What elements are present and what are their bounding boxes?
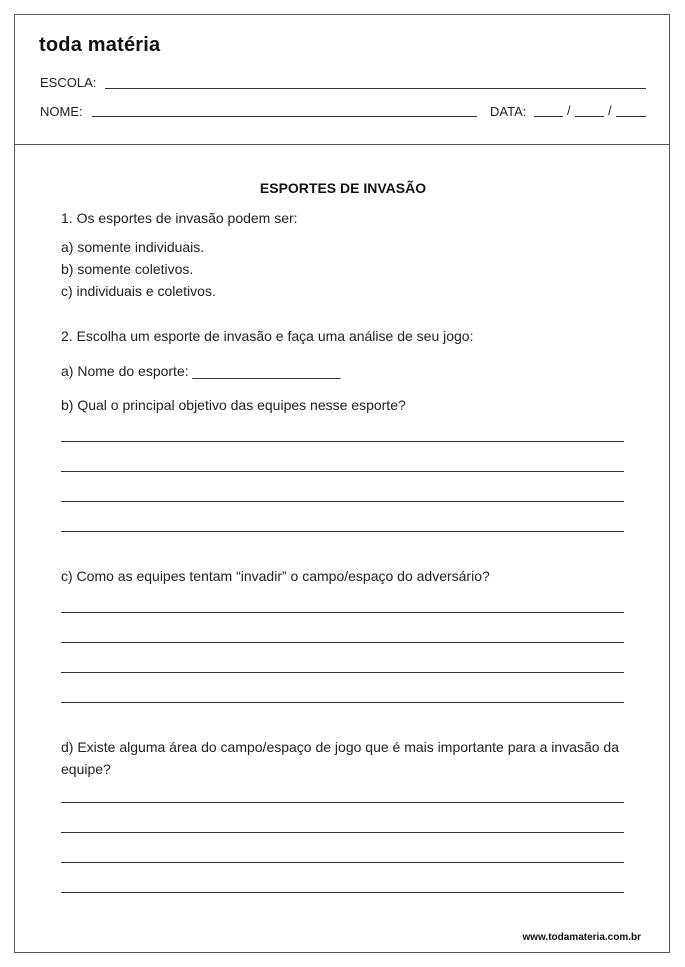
question-2b: b) Qual o principal objetivo das equipes nesse esporte? bbox=[61, 397, 406, 413]
answer-line[interactable] bbox=[61, 702, 624, 703]
date-label: DATA: bbox=[490, 104, 527, 119]
logo: toda matéria bbox=[39, 34, 161, 56]
date-separator: / bbox=[567, 103, 571, 118]
school-field[interactable] bbox=[105, 88, 646, 89]
school-label: ESCOLA: bbox=[40, 75, 97, 90]
footer-url: www.todamateria.com.br bbox=[522, 932, 641, 943]
answer-line[interactable] bbox=[61, 672, 624, 673]
worksheet-page bbox=[14, 14, 670, 953]
question-2d: d) Existe alguma área do campo/espaço de jogo que é mais importante para a invasão da equipe? bbox=[61, 739, 620, 777]
date-year-field[interactable] bbox=[616, 116, 646, 117]
answer-line[interactable] bbox=[61, 832, 624, 833]
answer-line[interactable] bbox=[61, 471, 624, 472]
question-1-option-b: b) somente coletivos. bbox=[61, 261, 194, 277]
question-1-option-a: a) somente individuais. bbox=[61, 239, 205, 255]
answer-line[interactable] bbox=[61, 802, 624, 803]
answer-line[interactable] bbox=[61, 892, 624, 893]
question-1-prompt: 1. Os esportes de invasão podem ser: bbox=[61, 210, 298, 226]
date-separator: / bbox=[608, 103, 612, 118]
name-label: NOME: bbox=[40, 104, 83, 119]
question-2-prompt: 2. Escolha um esporte de invasão e faça uma análise de seu jogo: bbox=[61, 328, 474, 344]
answer-line[interactable] bbox=[61, 531, 624, 532]
worksheet-title: ESPORTES DE INVASÃO bbox=[259, 180, 427, 196]
answer-line[interactable] bbox=[61, 441, 624, 442]
name-field[interactable] bbox=[92, 116, 477, 117]
header bbox=[15, 15, 669, 145]
answer-line[interactable] bbox=[61, 612, 624, 613]
answer-line[interactable] bbox=[61, 501, 624, 502]
answer-line[interactable] bbox=[61, 862, 624, 863]
question-2a: a) Nome do esporte: ___________________ bbox=[61, 363, 341, 379]
date-month-field[interactable] bbox=[575, 116, 604, 117]
question-2c: c) Como as equipes tentam “invadir” o campo/espaço do adversário? bbox=[61, 568, 490, 584]
question-1-option-c: c) individuais e coletivos. bbox=[61, 283, 216, 299]
date-day-field[interactable] bbox=[534, 116, 563, 117]
answer-line[interactable] bbox=[61, 642, 624, 643]
